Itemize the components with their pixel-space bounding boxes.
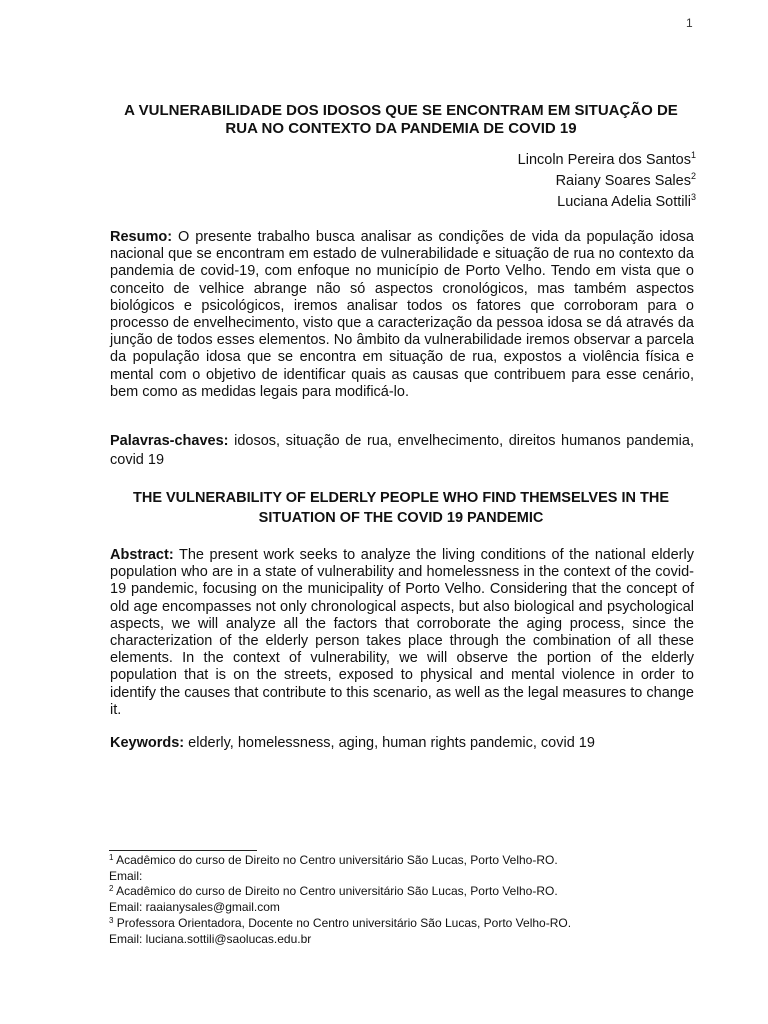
- palavras-chaves-paragraph: [110, 432, 694, 470]
- author-line: [518, 150, 696, 171]
- resumo-label: Resumo:: [110, 229, 173, 245]
- footnote-text: Professora Orientadora, Docente no Centro universitário São Lucas, Porto Velho-RO.: [116, 915, 572, 930]
- title-portuguese: A VULNERABILIDADE DOS IDOSOS QUE SE ENCONTRAM EM SITUAÇÃO DE RUA NO CONTEXTO DA PANDEMIA DE COVID 19: [124, 102, 678, 137]
- footnote-divider: [109, 850, 257, 851]
- title-english: THE VULNERABILITY OF ELDERLY PEOPLE WHO FIND THEMSELVES IN THE SITUATION OF THE COVID 19 PANDEMIC: [132, 490, 669, 526]
- footnote-line: [109, 884, 709, 900]
- author-line: [518, 192, 696, 213]
- keywords-label: Keywords:: [110, 735, 185, 751]
- author-line: [518, 171, 696, 192]
- keywords-paragraph: [110, 735, 694, 752]
- resumo-paragraph: [110, 229, 694, 401]
- footnote-marker: 1: [690, 150, 696, 160]
- author-name: Lincoln Pereira dos Santos: [517, 152, 691, 168]
- footnote-marker: 3: [109, 915, 114, 925]
- footnotes: [109, 853, 709, 947]
- footnote-marker: 2: [690, 171, 696, 181]
- footnote-marker: 1: [109, 853, 114, 862]
- abstract-label: Abstract:: [110, 547, 174, 563]
- palavras-chaves-text: idosos, situação de rua, envelhecimento, direitos humanos pandemia, covid 19: [110, 433, 694, 468]
- footnote-marker: 3: [690, 192, 696, 202]
- footnote-line: [109, 916, 709, 932]
- abstract-text: The present work seeks to analyze the living conditions of the national elderly population who are in a state of vulnerability and homelessness in the context of the covid-19 pandemic, focusing on the municipality of Porto Velho. Considering that the concept of old age encompasses not only chronological aspects, but also biological and psychological aspects, we will analyze all the factors that corroborate the aging process, since the characterization of the elderly person takes place through the combination of all these elements. In the context of vulnerability, we will observe the portion of the elderly population that is on the streets, exposed to physical and mental violence in order to identify the causes that contribute to this scenario, as well as the legal measures to change it.: [110, 547, 694, 718]
- footnote-marker: 2: [109, 884, 114, 894]
- keywords-text: elderly, homelessness, aging, human rights pandemic, covid 19: [188, 735, 595, 751]
- palavras-chaves-label: Palavras-chaves:: [110, 433, 229, 449]
- footnote-email: Email: raaianysales@gmail.com: [109, 900, 280, 915]
- author-name: Raiany Soares Sales: [555, 173, 691, 189]
- footnote-line: [109, 853, 709, 869]
- page-number: 1: [686, 16, 693, 30]
- footnote-text: Acadêmico do curso de Direito no Centro universitário São Lucas, Porto Velho-RO.: [116, 853, 558, 867]
- footnote-text: Acadêmico do curso de Direito no Centro universitário São Lucas, Porto Velho-RO.: [116, 884, 558, 899]
- resumo-text: O presente trabalho busca analisar as condições de vida da população idosa nacional que se encontram em estado de vulnerabilidade e situação de rua no contexto da pandemia de covid-19, com enfoque no município de Porto Velho. Tendo em vista que o conceito de velhice abrange não só aspectos cronológicos, mas também aspectos biológicos e psicológicos, iremos analisar todos os fatores que corroboram para o processo de envelhecimento, visto que a caracterização da pessoa idosa se dá através da junção de todos esses elementos. No âmbito da vulnerabilidade iremos observar a parcela da população idosa que se encontra em situação de rua, expostos a violência física e mental com o objetivo de identificar quais as causas que contribuem para esse cenário, bem como as medidas legais para modificá-lo.: [110, 229, 694, 400]
- author-name: Luciana Adelia Sottili: [557, 194, 691, 210]
- author-list: [518, 150, 696, 213]
- footnote-email: Email: luciana.sottili@saolucas.edu.br: [109, 931, 312, 946]
- footnote-email: Email:: [109, 868, 143, 883]
- abstract-paragraph: [110, 547, 694, 719]
